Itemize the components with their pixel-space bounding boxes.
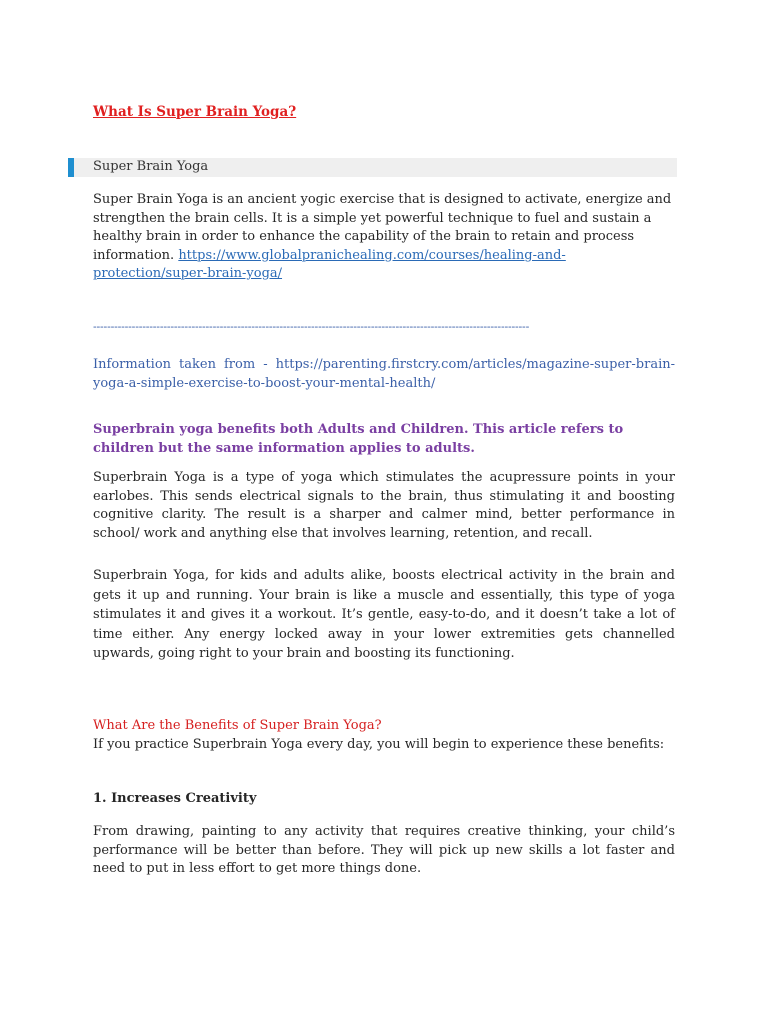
info-source: Information taken from - https://parenting.firstcry.com/articles/magazine-super-brain-yoga-a-simple-exercise-to-boost-your-mental-health/ [93, 357, 675, 391]
section-header-bar [68, 158, 677, 177]
accent-bar [68, 158, 74, 177]
intro-link[interactable]: https://www.globalpranichealing.com/courses/healing-and-protection/super-brain-yoga/ [93, 247, 566, 281]
intro-text: Super Brain Yoga is an ancient yogic exercise that is designed to activate, energize and strengthen the brain cells. It is a simple yet powerful technique to fuel and sustain a healthy brain in order to enhance the capability of the brain to retain and process information. [93, 192, 672, 263]
benefit-1-text: From drawing, painting to any activity that requires creative thinking, your child’s performance will be better than before. They will pick up new skills a lot faster and need to put in less effort to get more things done. [93, 824, 675, 876]
benefits-intro: If you practice Superbrain Yoga every day, you will begin to experience these benefits: [93, 737, 665, 752]
separator-line: ---------------------------------------------------------------------------------------------------------------------------- [93, 320, 530, 333]
audience-note: Superbrain yoga benefits both Adults and Children. This article refers to children but the same information applies to adults. [93, 422, 624, 456]
paragraph-1: Superbrain Yoga is a type of yoga which stimulates the acupressure points in your earlobes. This sends electrical signals to the brain, thus stimulating it and boosting cognitive clarity. The result is a sharper and calmer mind, better performance in school/ work and anything else that involves learning, retention, and recall. [93, 470, 675, 541]
intro-paragraph [93, 191, 675, 284]
benefit-1-heading: 1. Increases Creativity [93, 791, 257, 806]
benefits-heading: What Are the Benefits of Super Brain Yoga? [93, 718, 382, 733]
paragraph-2: Superbrain Yoga, for kids and adults alike, boosts electrical activity in the brain and gets it up and running. Your brain is like a muscle and essentially, this type of yoga stimulates it and gives it a workout. It’s gentle, easy-to-do, and it doesn’t take a lot of time either. Any energy locked away in your lower extremities gets channelled upwards, going right to your brain and boosting its functioning. [93, 568, 675, 661]
page-title: What Is Super Brain Yoga? [93, 104, 297, 120]
section-header-text: Super Brain Yoga [93, 159, 209, 174]
